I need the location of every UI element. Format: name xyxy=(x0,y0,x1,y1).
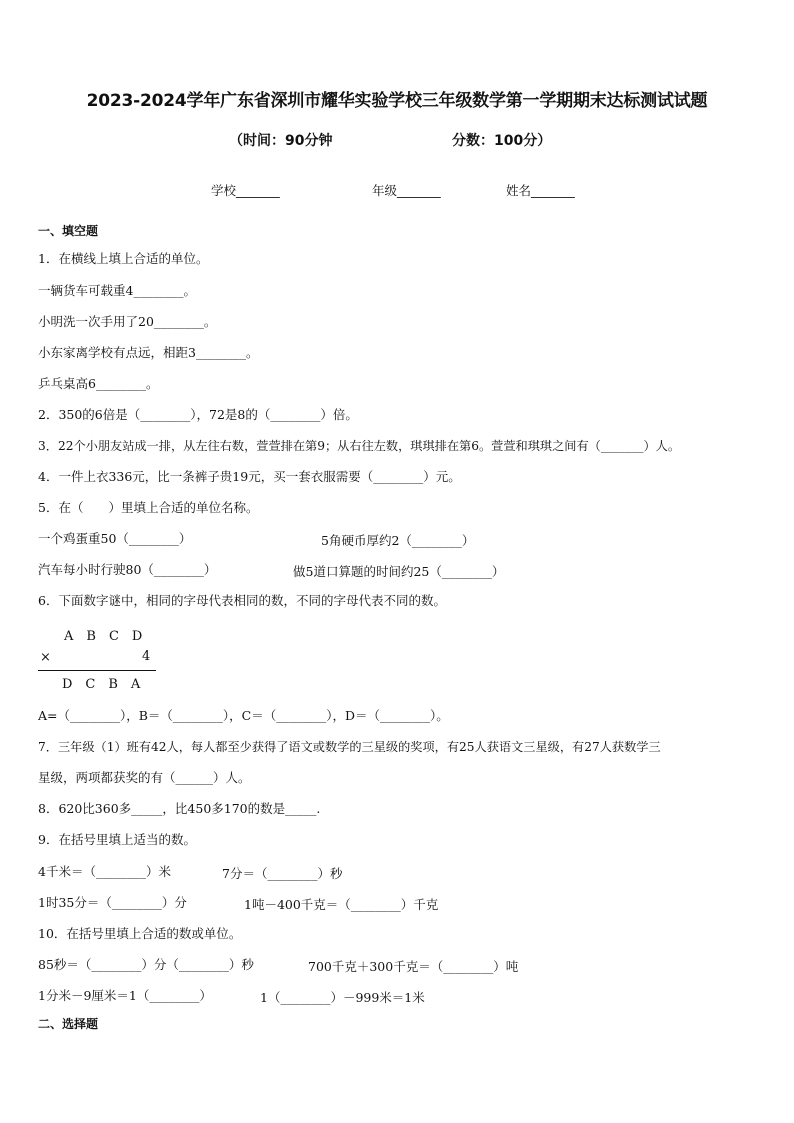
question-4[interactable]: 4．一件上衣336元，比一条裤子贵19元，买一套衣服需要（________）元。 xyxy=(38,469,461,484)
question-9-hours[interactable]: 1时35分＝（________）分 xyxy=(38,895,187,910)
question-1-stem: 1．在横线上填上合适的单位。 xyxy=(38,251,209,266)
puzzle-rule xyxy=(38,670,156,671)
question-6-answer[interactable]: A=（________），B＝（________），C＝（________），D＝（________）。 xyxy=(38,708,449,723)
question-8[interactable]: 8．620比360多_____，比450多170的数是_____. xyxy=(38,801,321,816)
question-5-stem: 5．在（ ）里填上合适的单位名称。 xyxy=(38,500,259,515)
question-5-item-mental-math[interactable]: 做5道口算题的时间约25（________） xyxy=(293,564,505,579)
question-1-item-1[interactable]: 一辆货车可载重4________。 xyxy=(38,283,196,298)
question-5-item-coin[interactable]: 5角硬币厚约2（________） xyxy=(321,533,475,548)
question-10-meter[interactable]: 1（________）－999米＝1米 xyxy=(260,990,425,1005)
exam-score: 分数：100分） xyxy=(452,133,552,149)
question-3[interactable]: 3．22个小朋友站成一排，从左往右数，萱萱排在第9；从右往左数，琪琪排在第6。萱萱和琪琪之间有（_______）人。 xyxy=(38,439,681,453)
school-field[interactable]: 学校_______ xyxy=(211,183,280,198)
puzzle-result-row: D C B A xyxy=(62,677,141,692)
question-7-line-1: 7．三年级（1）班有42人，每人都至少获得了语文或数学的三星级的奖项，有25人获语文三星级，有27人获数学三 xyxy=(38,740,661,754)
question-10-kilograms[interactable]: 700千克＋300千克＝（________）吨 xyxy=(308,959,519,974)
puzzle-top-row: A B C D xyxy=(64,629,143,644)
question-9-km[interactable]: 4千米＝（________）米 xyxy=(38,864,171,879)
question-1-item-2[interactable]: 小明洗一次手用了20________。 xyxy=(38,314,217,329)
question-7-line-2[interactable]: 星级，两项都获奖的有（______）人。 xyxy=(38,770,251,785)
section-heading-fill-in: 一、填空题 xyxy=(38,224,99,238)
question-10-stem: 10．在括号里填上合适的数或单位。 xyxy=(38,926,242,941)
name-field[interactable]: 姓名_______ xyxy=(506,183,575,198)
times-sign: × xyxy=(40,650,51,665)
question-10-seconds[interactable]: 85秒＝（________）分（________）秒 xyxy=(38,957,254,972)
question-1-item-4[interactable]: 乒乓桌高6________。 xyxy=(38,376,159,391)
section-heading-choice: 二、选择题 xyxy=(38,1017,99,1031)
question-9-stem: 9．在括号里填上适当的数。 xyxy=(38,832,196,847)
question-10-decimeter[interactable]: 1分米－9厘米＝1（________） xyxy=(38,988,212,1003)
puzzle-multiplier: 4 xyxy=(142,649,151,664)
question-9-minutes[interactable]: 7分＝（________）秒 xyxy=(222,866,343,881)
question-6-stem: 6．下面数字谜中，相同的字母代表相同的数，不同的字母代表不同的数。 xyxy=(38,593,446,608)
exam-title: 2023-2024学年广东省深圳市耀华实验学校三年级数学第一学期期末达标测试试题 xyxy=(86,91,708,111)
grade-field[interactable]: 年级_______ xyxy=(372,183,441,198)
question-1-item-3[interactable]: 小东家离学校有点远，相距3________。 xyxy=(38,345,259,360)
question-9-tons[interactable]: 1吨－400千克＝（________）千克 xyxy=(244,897,439,912)
exam-time: （时间：90分钟 xyxy=(229,133,333,149)
digit-puzzle xyxy=(38,622,158,692)
question-5-item-egg[interactable]: 一个鸡蛋重50（________） xyxy=(38,531,192,546)
question-5-item-car[interactable]: 汽车每小时行驶80（________） xyxy=(38,562,217,577)
question-2[interactable]: 2．350的6倍是（________），72是8的（________）倍。 xyxy=(38,407,358,422)
